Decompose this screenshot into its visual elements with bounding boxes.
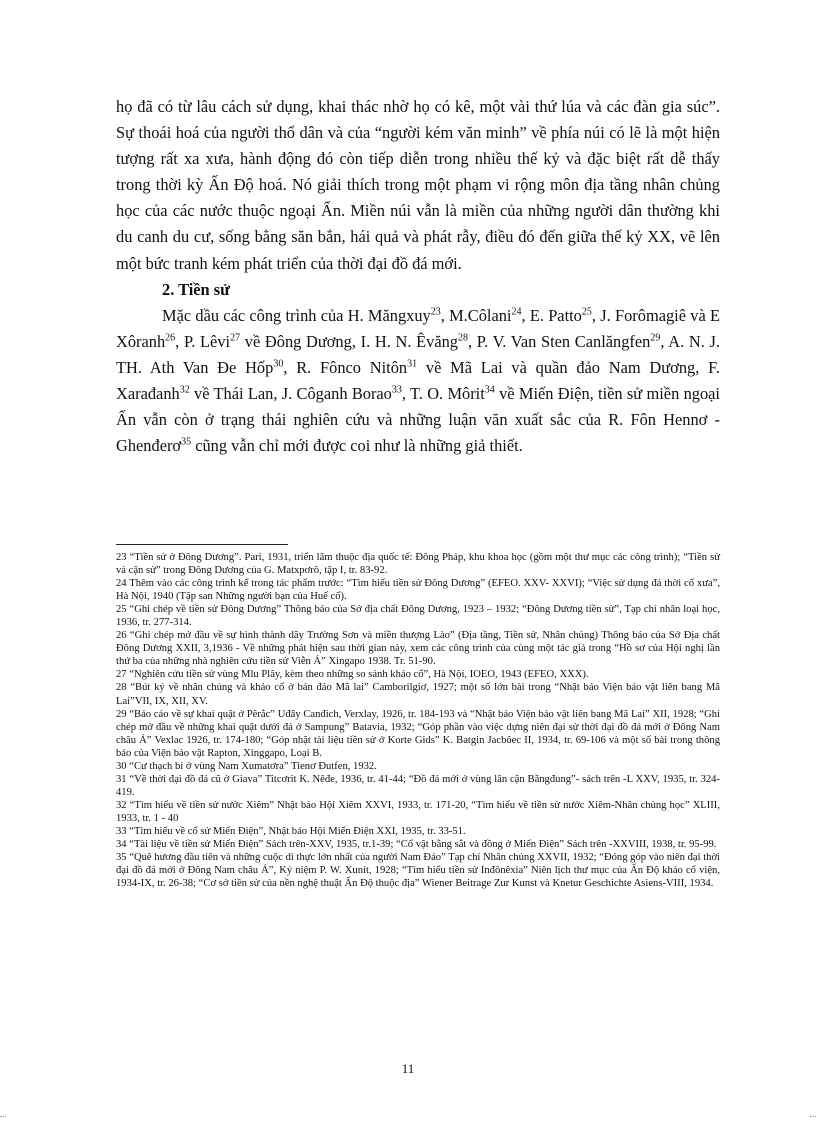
footnote-26: 26 “Ghi chép mở đầu về sự hình thành dãy Trường Sơn và miền thượng Lào” (Địa tầng, Tiền sử, Nhân chủng) Thông báo của Sở Địa chất Đông Dương XXII, 3,1936 - Về những phát hiện sau thời gian này, xem các công trình của cùng một tác giả trong “Hồ sơ của Hội nghị lần thứ ba của những nhà nghiên cứu tiền sử Viễn Á” Xingapo 1938. Tr. 51-90. — [116, 630, 720, 668]
footnote-25: 25 “Ghi chép về tiền sử Đông Dương” Thông báo của Sở địa chất Đông Dương, 1923 – 1932; “Đông Dương tiền sử”, Tạp chí nhân loại học, 1936, tr. 277-314. — [116, 604, 720, 629]
footnote-ref-31[interactable]: 31 — [407, 358, 418, 370]
text-span: về Mã Lai và quần đảo Nam Dương, F. Xarađanh — [116, 357, 720, 404]
crop-mark-right — [810, 1116, 816, 1123]
text-span: , E. Patto — [521, 305, 582, 325]
footnote-ref-34[interactable]: 34 — [484, 384, 495, 396]
footnote-32: 32 “Tìm hiểu về tiền sử nước Xiêm” Nhật báo Hội Xiêm XXVI, 1933, tr. 171-20, “Tìm hiểu về tiền sử nước Xiêm-Nhân chủng học” XLIII, 1933, tr. 1 - 40 — [116, 799, 720, 824]
footnote-27: 27 “Nghiên cứu tiền sử vùng Mlu Plây, kèm theo những so sánh khảo cổ”, Hà Nội, IOEO, 1943 (EFEO, XXX). — [116, 669, 589, 681]
footnote-ref-27[interactable]: 27 — [230, 332, 241, 344]
main-text — [116, 94, 720, 459]
text-span: , M.Côlani — [440, 305, 512, 325]
paragraph-2 — [116, 303, 720, 460]
text-span: , T. O. Môrit — [401, 384, 485, 404]
text-span: về Miến Điện, tiền sử miền ngoại Ấn vẫn còn ở trạng thái nghiên cứu và những luận văn xuất sắc của R. Fôn Hennơ - Ghenđerơ — [116, 384, 720, 456]
text-span: về Đông Dương, I. H. N. Êvăng — [240, 331, 458, 351]
text-span: , R. Fônco Nitôn — [283, 357, 408, 377]
footnote-ref-32[interactable]: 32 — [179, 384, 190, 396]
footnote-34: 34 “Tài liệu về tiền sử Miến Điện” Sách trên-XXV, 1935, tr.1-39; “Cổ vật bằng sắt và đồng ở Miến Điện” Sách trên -XXVIII, 1938, tr. 95-99. — [116, 839, 717, 851]
footnote-ref-33[interactable]: 33 — [391, 384, 402, 396]
page-number: 11 — [401, 1061, 415, 1076]
paragraph-1: họ đã có từ lâu cách sử dụng, khai thác nhờ họ có kê, một vài thứ lúa và các đàn gia súc”. Sự thoái hoá của người thổ dân và của “người kém văn minh” về phía núi có lẽ là một hiện tượng rất xa xưa, hành động đó còn tiếp diễn trong nhiều thế kỷ và đặc biệt rất dễ thấy trong thời kỳ Ấn Độ hoá. Nó giải thích trong một phạm vi rộng môn địa tầng nhân chủng học của các nước thuộc ngoại Ấn. Miền núi vẫn là miền của những người dân thường khi du canh du cư, sống bằng săn bắn, hái quả và phát rẫy, điều đó đến giữa thế kỷ XX, vẽ lên một bức tranh kém phát triển của thời đại đồ đá mới. — [116, 97, 720, 273]
footnote-ref-30[interactable]: 30 — [273, 358, 284, 370]
footnote-ref-24[interactable]: 24 — [511, 306, 522, 318]
footnote-24: 24 Thêm vào các công trình kể trong tác phẩm trước: “Tìm hiểu tiền sử Đông Dương” (EFEO. XXV- XXVI); “Việc sử dụng đá thời cổ xưa”, Hà Nội, 1940 (Tập san Những người bạn của Huế cổ). — [116, 578, 720, 603]
footnotes — [116, 551, 720, 890]
footnote-35: 35 “Quê hương đầu tiên và những cuộc di thực lớn nhất của người Nam Đảo” Tạp chí Nhân chủng XXVII, 1932; “Đóng góp vào niên đại thời đại đồ đá mới ở Đông Nam châu Á”, Kỷ niệm P. W. Xunít, 1928; “Tìm hiểu tiền sử Inđônêxia” Niên lịch thư mục của Ấn Độ khảo cổ viện, 1934-IX, tr. 26-38; “Cơ sở tiền sử của nền nghệ thuật Ấn Độ thuộc địa” Wiener Beitrage Zur Kunst và Knetur Geschichte Asiens-VIII, 1934. — [116, 852, 720, 890]
text-span: , A. N. J. TH. Ath Van Đe Hốp — [116, 331, 720, 377]
footnote-28: 28 “Bút ký về nhân chủng và khảo cổ ở bán đảo Mã lai” Camborilgiơ, 1927; một số lớn bài trong “Nhật báo Viện bảo vật liên bang Mã Lai”VII, IX, XII, XV. — [116, 682, 720, 707]
footnote-23: 23 “Tiền sử ở Đông Dương”. Pari, 1931, triển lãm thuộc địa quốc tế: Đông Pháp, khu khoa học (gồm một thư mục các công trình); “Tiền sử và cận sử” trong Đông Dương của G. Matxpơrô, tập I, tr. 83-92. — [116, 552, 720, 577]
footnote-ref-23[interactable]: 23 — [430, 306, 441, 318]
text-span: , J. Forômagiê và E Xôranh — [116, 305, 720, 351]
section-heading: 2. Tiền sử — [162, 279, 230, 299]
text-span: , P. Lêvi — [175, 331, 231, 351]
crop-mark-left — [0, 1116, 6, 1123]
footnote-ref-26[interactable]: 26 — [165, 332, 176, 344]
footnote-separator — [116, 544, 288, 545]
footnote-33: 33 “Tìm hiểu về cổ sử Miến Điện”, Nhật báo Hội Miến Điện XXI, 1935, tr. 33-51. — [116, 825, 466, 837]
text-span: cũng vẫn chỉ mới được coi như là những giả thiết. — [191, 436, 523, 456]
footnote-29: 29 “Báo cáo về sự khai quật ở Pêrắc” Uđây Canđich, Verxlay, 1926, tr. 184-193 và “Nhật báo Viện bảo vật liên bang Mã Lai” XII, 1928; “Ghi chép mở đầu về những khai quật dưới đá ở Sampung” Batavia, 1932; “Góp phần vào việc dựng niên đại sử thời đại đồ đá mới ở Đông Nam châu Á” Vexlac 1926, tr. 174-180; “Góp nhặt tài liệu tiền sử ở Korte Gids” K. Batgin Jacbôec II, 1934, tr. 69-106 và một số bài trong thông báo của Viện bảo vật Rapton, Xinggapo, Loại B. — [116, 708, 720, 759]
footnote-ref-28[interactable]: 28 — [458, 332, 468, 344]
footnote-ref-29[interactable]: 29 — [650, 332, 661, 344]
text-span: , P. V. Van Sten Canlăngfen — [468, 331, 651, 351]
footnote-30: 30 “Cư thạch bí ở vùng Nam Xumatơra” Tienơ Đutfen, 1932. — [116, 760, 377, 772]
text-span: về Thái Lan, J. Côganh Borao — [189, 384, 392, 404]
footnote-ref-25[interactable]: 25 — [581, 306, 592, 318]
text-span: Mặc dầu các công trình của H. Măngxuy — [162, 305, 431, 325]
footnote-ref-35[interactable]: 35 — [181, 436, 192, 448]
footnote-31: 31 “Về thời đại đồ đá cũ ở Giava” Titcơrit K. Nêđe, 1936, tr. 41-44; “Đồ đá mới ở vùng lân cận Băngđung”- sách trên -L XXV, 1935, tr. 324-419. — [116, 773, 720, 798]
